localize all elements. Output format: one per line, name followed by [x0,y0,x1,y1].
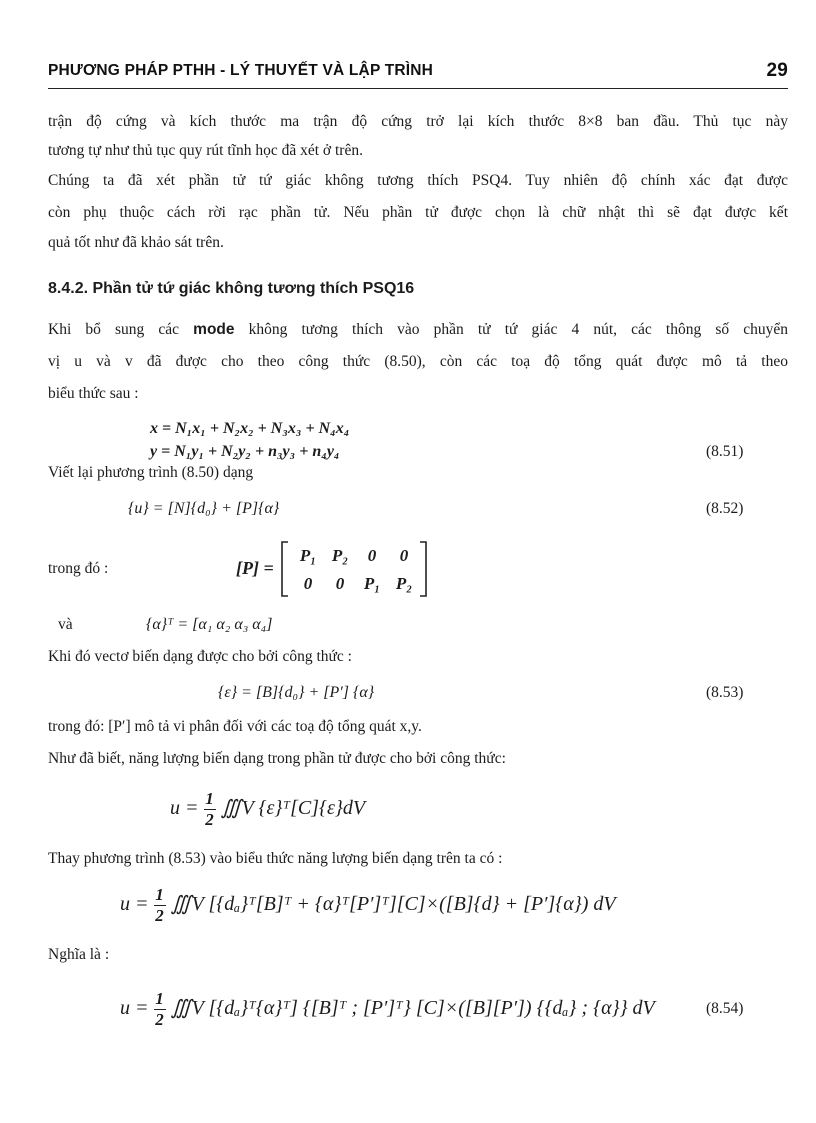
text-line: trong đó : [48,560,109,577]
section-paragraph [48,314,788,410]
header-title: PHƯƠNG PHÁP PTHH - LÝ THUYẾT VÀ LẬP TRÌNH [48,62,434,79]
intro-line: còn phụ thuộc cách rời rạc phần tử. Nếu phần tử được chọn là chữ nhật thì sẽ đạt được kết [48,204,788,221]
equation-energy-expanded: u = $\frac{1}{2}$ ∭V [{dₐ}ᵀ[B]ᵀ + {α}ᵀ[P′]ᵀ][C]×([B]{d} + [P′]{α}) dV [120,885,616,925]
equation-energy: u = $\frac{1}{2}$ ∭V {ε}ᵀ[C]{ε}dV [170,789,366,829]
matrix-cell: 0 [399,546,409,565]
intro-line: quả tốt như đã khảo sát trên. [48,234,224,251]
paragraph-line: vị u và v đã được cho theo công thức (8.50), còn các toạ độ tổng quát được mô tả theo [48,353,788,370]
equation-strain: {ε} = [B]{d₀} + [P′] {α} [218,684,375,701]
page-number: 29 [766,60,788,81]
intro-line: trận độ cứng và kích thước ma trận độ cứng trở lại kích thước 8×8 ban đầu. Thủ tục này [48,113,788,130]
equation-x: x = N₁x₁ + N₂x₂ + N₃x₃ + N₄x₄ [150,420,350,437]
text-line: Thay phương trình (8.53) vào biểu thức năng lượng biến dạng trên ta có : [48,850,503,867]
matrix-cell: P₂ [331,546,349,565]
matrix-brackets [280,540,430,600]
header-rule [48,88,788,89]
intro-line: Chúng ta đã xét phần tử tứ giác không tương thích PSQ4. Tuy nhiên độ chính xác đạt được [48,172,788,189]
text-line: trong đó: [P′] mô tả vi phân đối với các toạ độ tổng quát x,y. [48,718,422,735]
matrix-P [286,542,426,598]
intro-line: tương tự như thủ tục quy rút tĩnh học đã xét ở trên. [48,142,363,159]
equation-u: {u} = [N]{d₀} + [P]{α} [128,500,280,517]
text-line: Viết lại phương trình (8.50) dạng [48,464,254,481]
matrix-cell: 0 [367,546,377,565]
matrix-cell: P₁ [363,574,381,593]
section-heading: 8.4.2. Phần tử tứ giác không tương thích PSQ16 [48,280,415,297]
text-line: Khi đó vectơ biến dạng được cho bởi công thức : [48,648,352,665]
text-line: Như đã biết, năng lượng biến dạng trong phần tử được cho bởi công thức: [48,750,506,767]
running-header [48,62,788,80]
matrix-P-label: [P] = [236,558,274,578]
matrix-cell: P₁ [299,546,317,565]
intro-paragraph [48,106,788,259]
paragraph-line: biểu thức sau : [48,385,139,402]
equation-number: (8.53) [706,684,744,701]
text-line: và [58,616,73,633]
equation-y: y = N₁y₁ + N₂y₂ + n₃y₃ + n₄y₄ [150,443,340,460]
equation-alpha: {α}ᵀ = [α₁ α₂ α₃ α₄] [146,616,273,633]
paragraph-line: Khi bổ sung các mode không tương thích vào phần tử tứ giác 4 nút, các thông số chuyển [48,321,788,338]
equation-number: (8.51) [706,443,744,460]
equation-number: (8.52) [706,500,744,517]
matrix-cell: 0 [303,574,313,593]
matrix-cell: P₂ [395,574,413,593]
text-line: Nghĩa là : [48,946,110,963]
equation-number: (8.54) [706,1000,744,1017]
equation-energy-matrix: u = $\frac{1}{2}$ ∭V [{dₐ}ᵀ{α}ᵀ] {[B]ᵀ ; [P′]ᵀ} [C]×([B][P′]) {{dₐ} ; {α}} dV [120,989,655,1029]
matrix-cell: 0 [335,574,345,593]
